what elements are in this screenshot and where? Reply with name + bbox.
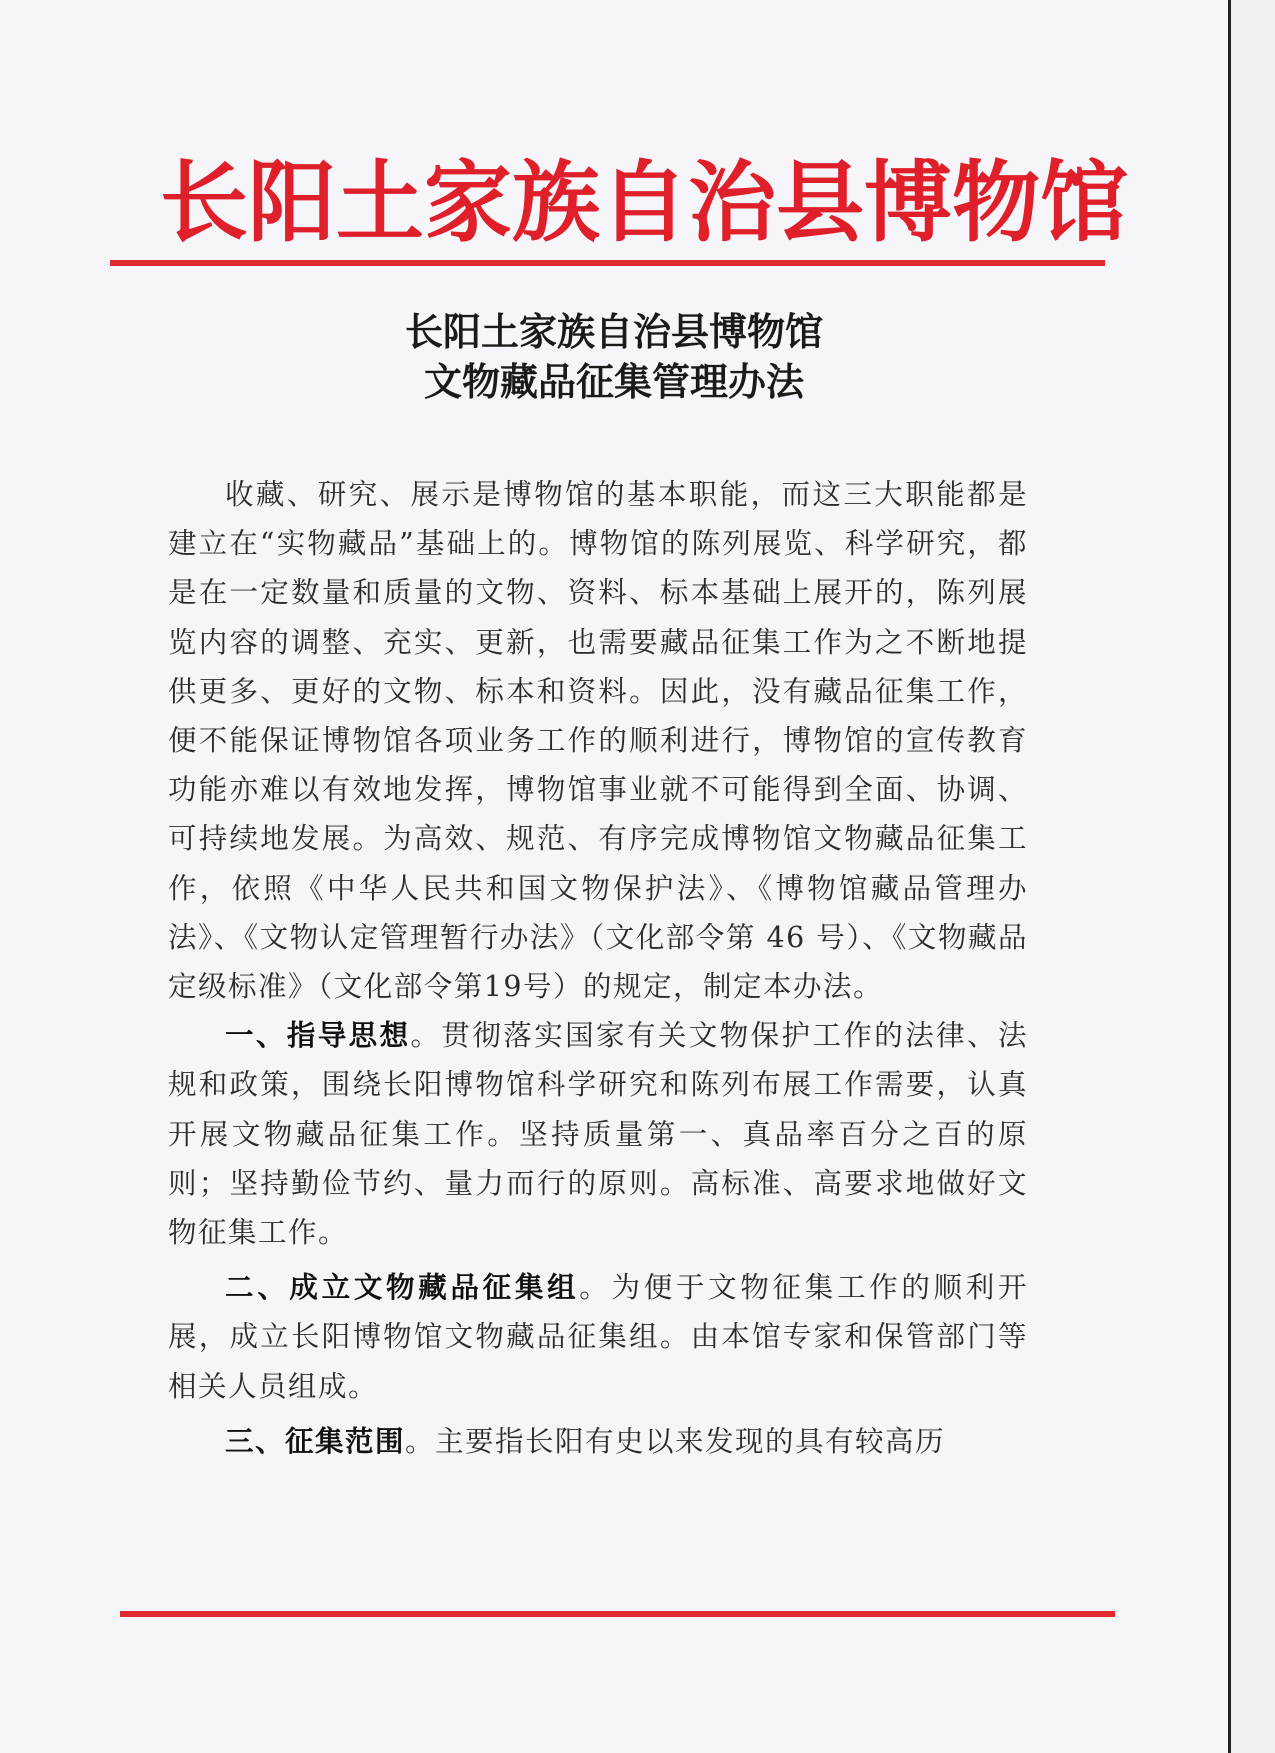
section-text-3: 。主要指长阳有史以来发现的具有较高历 [405, 1424, 946, 1458]
intro-paragraph: 收藏、研究、展示是博物馆的基本职能，而这三大职能都是建立在“实物藏品”基础上的。博物馆的陈列展览、科学研究，都是在一定数量和质量的文物、资料、标本基础上展开的，陈列展览内容的调整、充实、更新，也需要藏品征集工作为之不断地提供更多、更好的文物、标本和资料。因此，没有藏品征集工作，便不能保证博物馆各项业务工作的顺利进行，博物馆的宣传教育功能亦难以有效地发挥，博物馆事业就不可能得到全面、协调、可持续地发展。为高效、规范、有序完成博物馆文物藏品征集工作，依照《中华人民共和国文物保护法》、《博物馆藏品管理办法》、《文物认定管理暂行办法》（文化部令第 46 号）、《文物藏品定级标准》（文化部令第19号）的规定，制定本办法。 [168, 478, 1028, 1004]
document-title [0, 307, 1228, 407]
section-text-2: 。为便于文物征集工作的顺利开展，成立长阳博物馆文物藏品征集组。由本馆专家和保管部门等相关人员组成。 [168, 1271, 1028, 1403]
section-heading-2: 二、成立文物藏品征集组 [225, 1270, 580, 1305]
section-paragraph-1 [168, 1011, 1028, 1257]
footer-red-rule [120, 1611, 1115, 1617]
letterhead-red-rule-top [110, 260, 1105, 266]
document-title-line-1: 长阳土家族自治县博物馆 [404, 309, 823, 354]
scan-background [1231, 0, 1275, 1753]
section-heading-3: 三、征集范围 [225, 1423, 406, 1458]
document-body [168, 470, 1028, 1472]
section-paragraph-2 [168, 1263, 1028, 1411]
section-text-1: 。贯彻落实国家有关文物保护工作的法律、法规和政策，围绕长阳博物馆科学研究和陈列布展工作需要，认真开展文物藏品征集工作。坚持质量第一、真品率百分之百的原则；坚持勤俭节约、量力而行的原则。高标准、高要求地做好文物征集工作。 [168, 1019, 1028, 1250]
section-paragraph-3 [168, 1417, 1028, 1466]
section-heading-1: 一、指导思想 [225, 1018, 411, 1053]
document-title-line-2: 文物藏品征集管理办法 [423, 359, 804, 404]
letterhead-title: 长阳土家族自治县博物馆 [160, 151, 1129, 254]
